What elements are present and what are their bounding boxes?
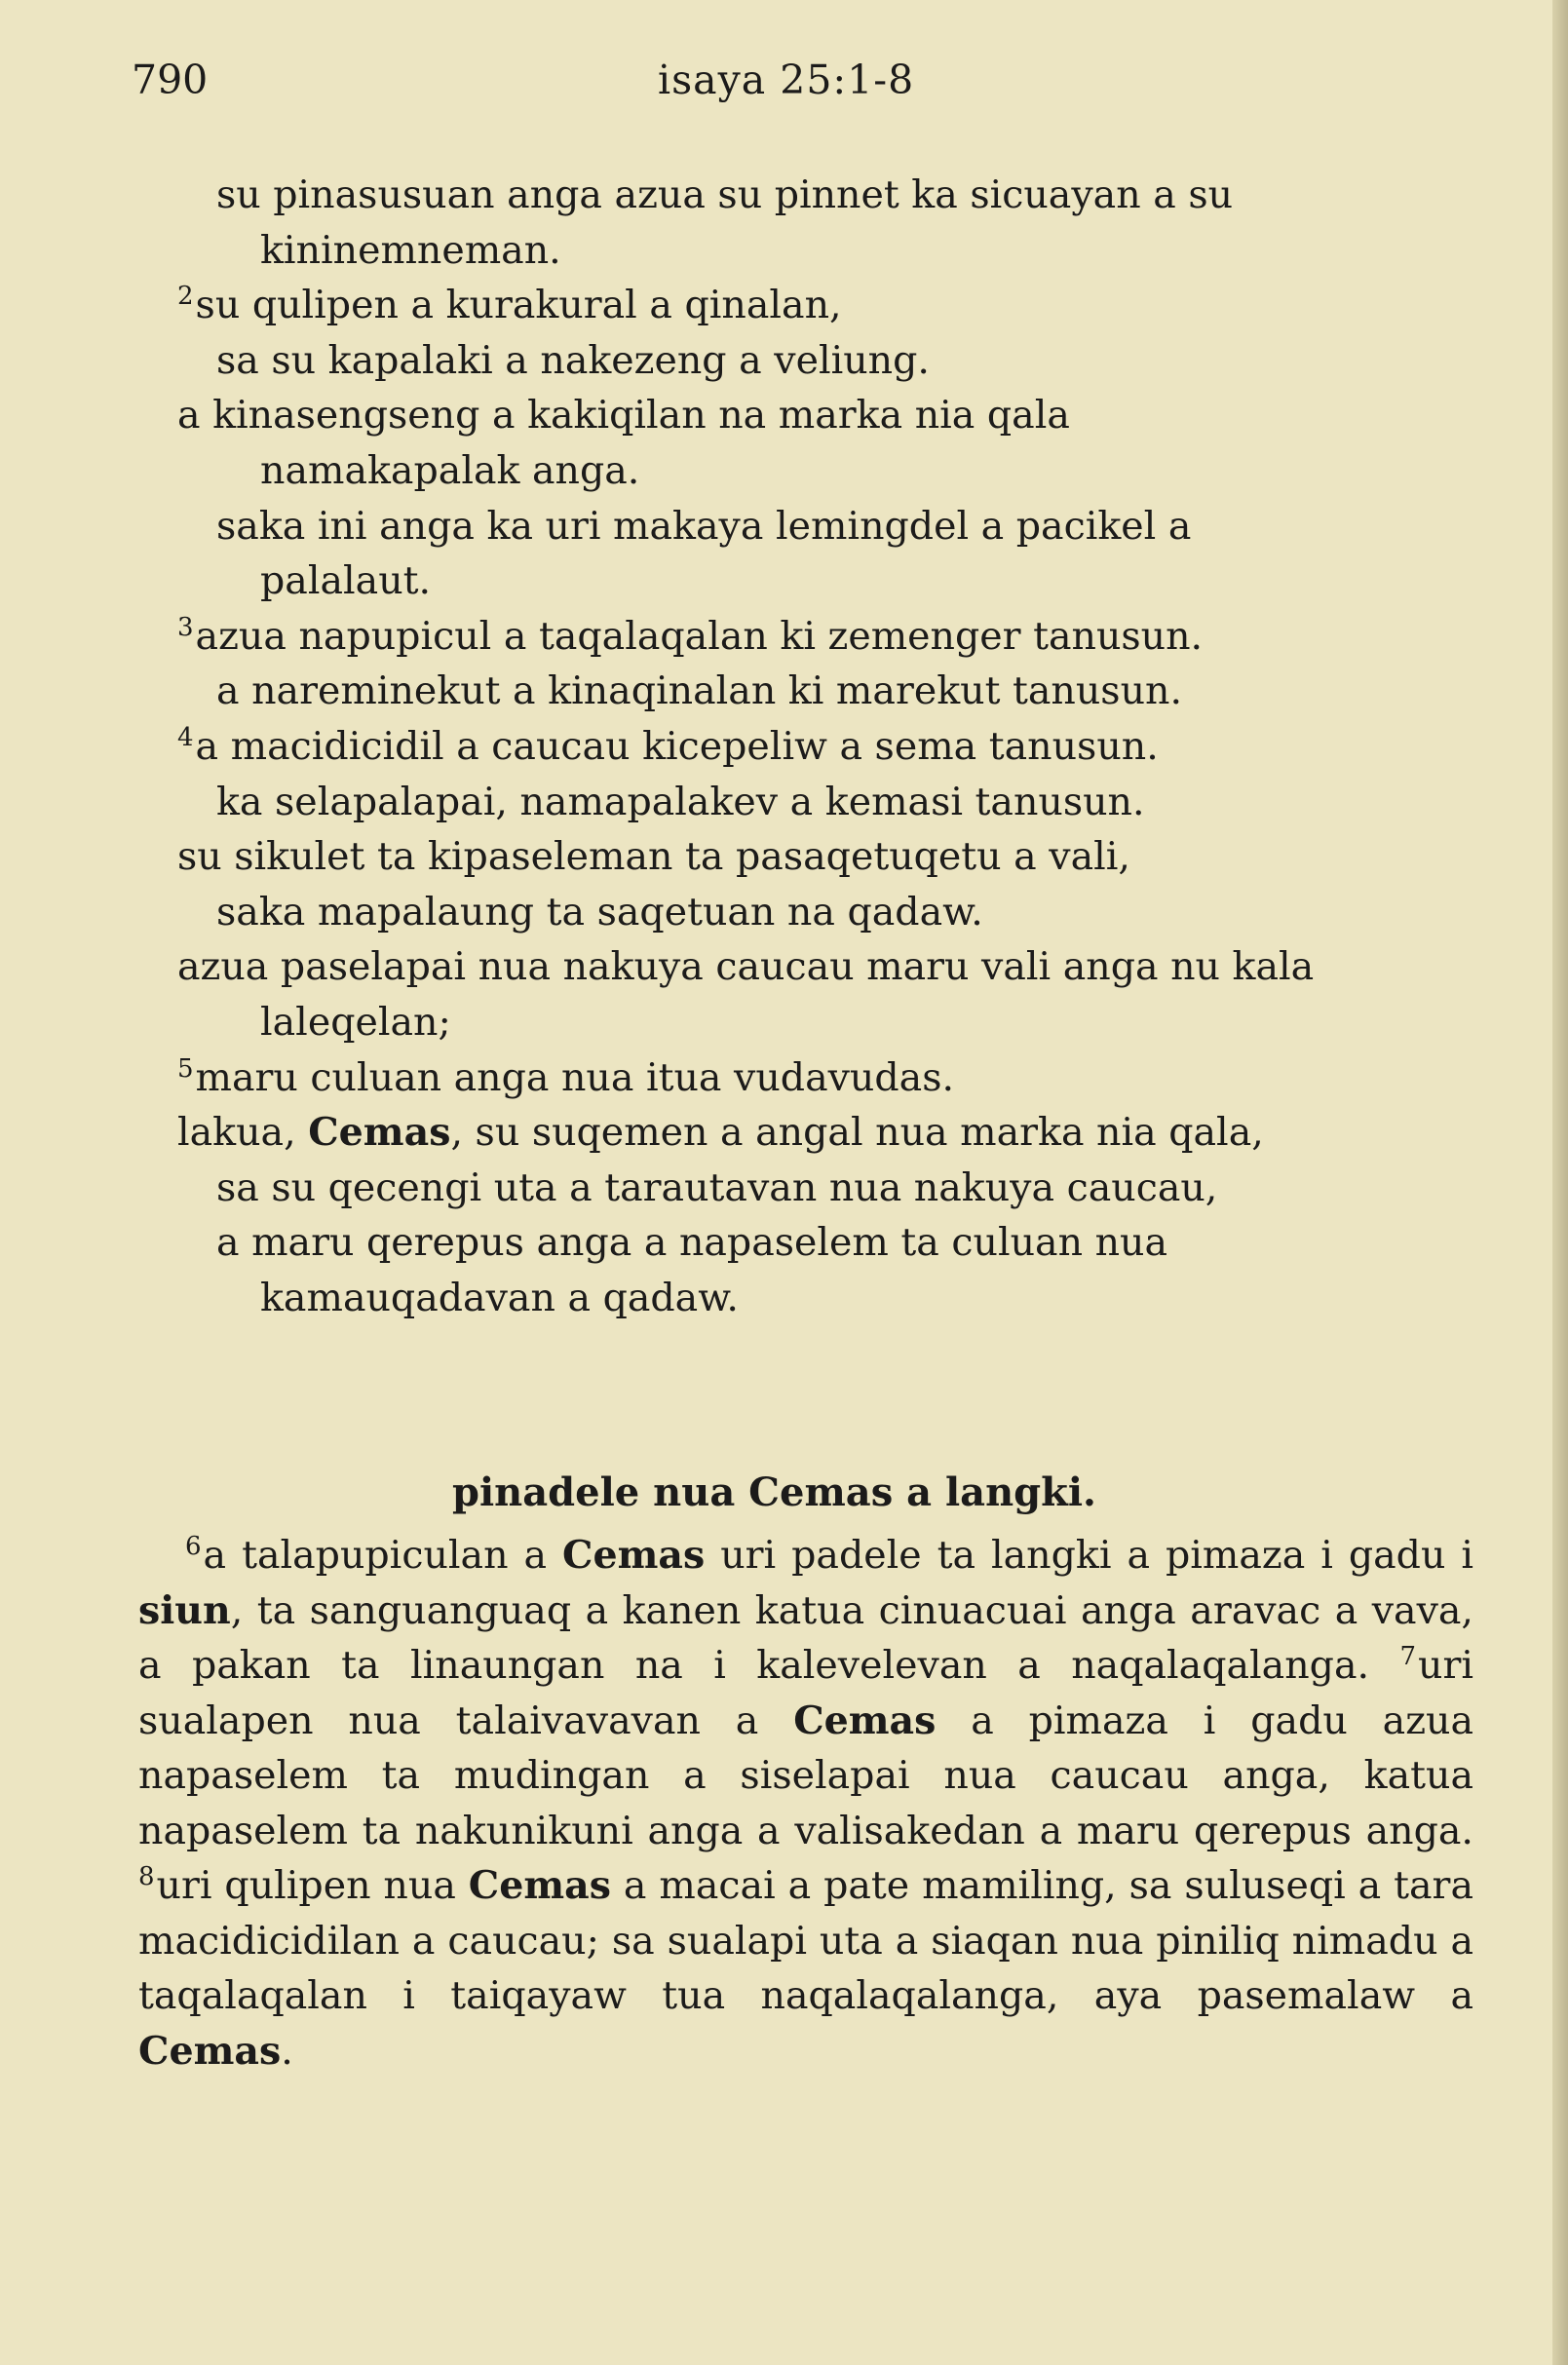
prose-paragraph (138, 1528, 1473, 2079)
poem-line-text: azua napupicul a taqalaqalan ki zemenger tanusun. (195, 613, 1204, 659)
poem-line (0, 885, 983, 940)
poem-line-text: su sikulet ta kipaseleman ta pasaqetuqetu a vali, (177, 834, 1130, 880)
poem-line-text: sa su kapalaki a nakezeng a veliung. (216, 337, 930, 383)
poem-line-text: a kinasengseng a kakiqilan na marka nia qala (177, 393, 1070, 439)
poem-line (0, 443, 639, 499)
verse-number: 4 (177, 723, 194, 752)
verse-7-text-c: a pimaza i gadu azua napaselem ta mudingan a siselapai nua caucau anga, katua napaselem ta nakunikuni anga a valisakedan a maru qerepus anga. (138, 1697, 1473, 1853)
verse-8-text-e: . (281, 2028, 293, 2074)
verse-number-7: 7 (1399, 1642, 1417, 1671)
poem-line (0, 1271, 739, 1326)
poem-line (0, 939, 1314, 995)
verse-number: 5 (177, 1053, 194, 1084)
poem-line-text: namakapalak anga. (260, 448, 640, 493)
poem-line-text: saka ini anga ka uri makaya lemingdel a pacikel a (216, 503, 1192, 549)
poem-line-text: kininemneman. (260, 227, 561, 273)
prose-block (138, 1528, 1473, 2079)
verse-6-text-a: a talapupiculan a (203, 1533, 563, 1578)
poem-line (0, 719, 1159, 775)
poem-line-text: maru culuan anga nua itua vudavudas. (195, 1054, 955, 1100)
poem-line (0, 664, 1182, 719)
poem-line-text: , su suqemen a angal nua marka nia qala, (450, 1110, 1264, 1156)
poem-line-bold: Cemas (308, 1110, 451, 1156)
page-edge (1552, 0, 1568, 2365)
page-header (0, 57, 1520, 125)
poem-line (0, 278, 842, 333)
running-head: isaya 25:1-8 (658, 57, 915, 103)
poem-line-text: kamauqadavan a qadaw. (260, 1276, 739, 1320)
verse-7-cemas: Cemas (793, 1697, 937, 1743)
poem-line (0, 553, 431, 609)
poem-line-text: lakua, (177, 1110, 309, 1156)
poem-line-text: su pinasusuan anga azua su pinnet ka sicuayan a su (216, 172, 1234, 217)
verse-8-text-c: a macai a pate mamiling, sa suluseqi a tara macidicidilan a caucau; sa sualapi uta a siaqan nua piniliq nimadu a taqalaqalan i taiqayaw tua naqalaqalanga, aya pasemalaw a (138, 1863, 1473, 2018)
poem-line (0, 1215, 1167, 1271)
poem-line-text: saka mapalaung ta saqetuan na qadaw. (216, 889, 983, 935)
poem-line (0, 609, 1203, 665)
poem-line (0, 333, 930, 389)
verse-number-8: 8 (138, 1862, 155, 1891)
poem-line (0, 775, 1145, 830)
poem-line-text: su qulipen a kurakural a qinalan, (195, 283, 842, 328)
page-number: 790 (132, 57, 209, 103)
poem-line-text: a nareminekut a kinaqinalan ki marekut tanusun. (216, 668, 1183, 714)
verse-8-cemas: Cemas (468, 1863, 611, 1908)
poem-line-text: laleqelan; (260, 1000, 451, 1045)
poem-line-text: a maru qerepus anga a napaselem ta culuan nua (216, 1220, 1168, 1266)
verse-number: 3 (177, 612, 194, 642)
verse-6-siun: siun (138, 1587, 231, 1633)
poem-line (0, 223, 561, 279)
poem-line (0, 1161, 1217, 1216)
verse-6-cemas: Cemas (562, 1533, 706, 1578)
verse-number-6: 6 (185, 1532, 202, 1561)
poem-line-text: sa su qecengi uta a tarautavan nua nakuya caucau, (216, 1164, 1218, 1210)
poem-line (0, 995, 451, 1050)
section-heading-text: pinadele nua Cemas a langki. (452, 1469, 1096, 1515)
poem-line-text: azua paselapai nua nakuya caucau maru vali anga nu kala (177, 944, 1315, 990)
poem-line-text: palalaut. (260, 558, 432, 604)
poem-line (0, 829, 1130, 885)
poem-line (0, 499, 1191, 554)
verse-7-text-a: uri sualapen nua talaivavavan a (138, 1643, 1473, 1743)
verse-6-text-e: , ta sanguanguaq a kanen katua cinuacuai anga aravac a vava, a pakan ta linaungan na i kalevelevan a naqalaqalanga. (138, 1587, 1473, 1688)
verse-6-text-c: uri padele ta langki a pimaza i gadu i (705, 1533, 1474, 1578)
verse-8-cemas-end: Cemas (138, 2028, 282, 2074)
poem-line (0, 168, 1233, 223)
poem-line (0, 1105, 1264, 1161)
poem-line (0, 388, 1070, 443)
poem-line-text: a macidicidil a caucau kicepeliw a sema tanusun. (195, 724, 1159, 769)
poem-line-text: ka selapalapai, namapalakev a kemasi tanusun. (216, 779, 1145, 824)
verse-number: 2 (177, 282, 194, 312)
poem-line (0, 1050, 954, 1106)
verse-8-text-a: uri qulipen nua (156, 1863, 469, 1908)
